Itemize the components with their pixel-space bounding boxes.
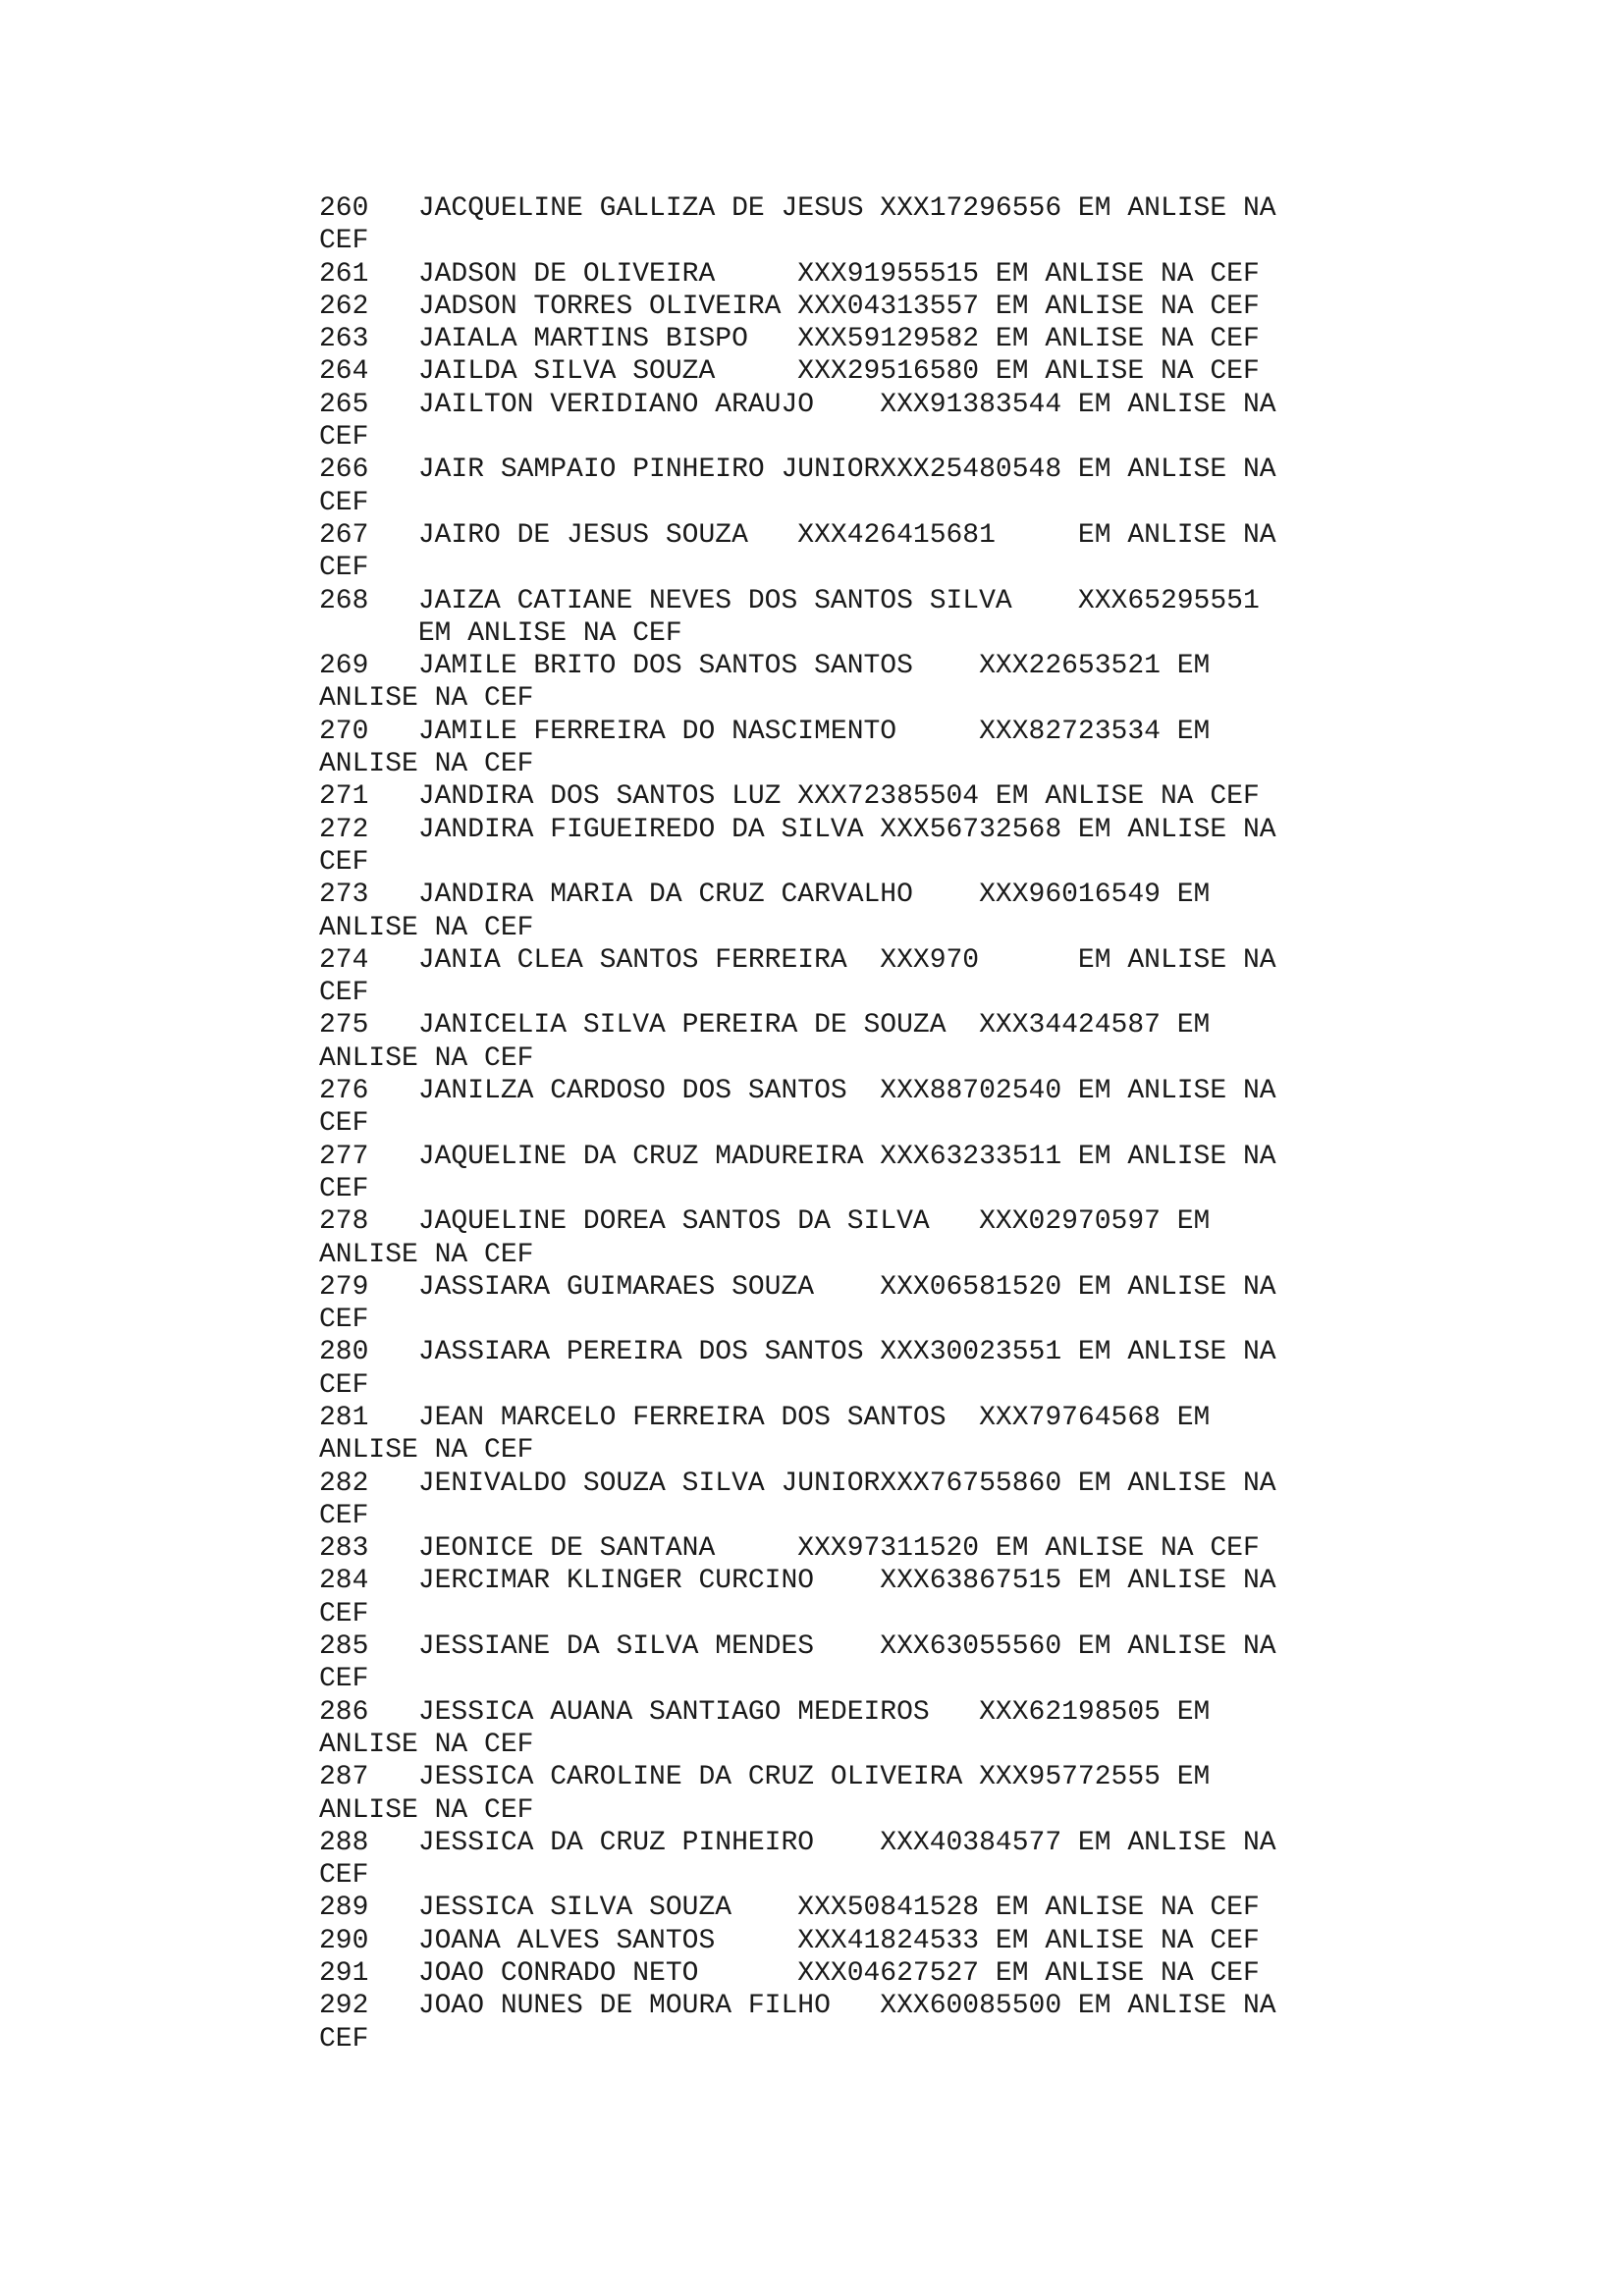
- text-line: 286 JESSICA AUANA SANTIAGO MEDEIROS XXX62198505 EM: [319, 1696, 1211, 1728]
- text-line: 262 JADSON TORRES OLIVEIRA XXX04313557 EM ANLISE NA CEF: [319, 291, 1260, 322]
- text-line: 285 JESSIANE DA SILVA MENDES XXX63055560 EM ANLISE NA: [319, 1631, 1276, 1663]
- text-line: CEF: [319, 487, 369, 518]
- text-line: 283 JEONICE DE SANTANA XXX97311520 EM ANLISE NA CEF: [319, 1533, 1260, 1565]
- text-line: 264 JAILDA SILVA SOUZA XXX29516580 EM ANLISE NA CEF: [319, 356, 1260, 388]
- text-line: CEF: [319, 553, 369, 584]
- text-line: CEF: [319, 2023, 369, 2055]
- text-line: CEF: [319, 1369, 369, 1401]
- text-line: 291 JOAO CONRADO NETO XXX04627527 EM ANLISE NA CEF: [319, 1958, 1260, 1990]
- text-line: 284 JERCIMAR KLINGER CURCINO XXX63867515 EM ANLISE NA: [319, 1566, 1276, 1597]
- text-line: CEF: [319, 846, 369, 878]
- text-line: 268 JAIZA CATIANE NEVES DOS SANTOS SILVA XXX65295551: [319, 585, 1260, 616]
- text-line: 287 JESSICA CAROLINE DA CRUZ OLIVEIRA XXX95772555 EM: [319, 1762, 1211, 1793]
- text-line: CEF: [319, 422, 369, 454]
- text-line: 289 JESSICA SILVA SOUZA XXX50841528 EM ANLISE NA CEF: [319, 1893, 1260, 1924]
- text-line: 260 JACQUELINE GALLIZA DE JESUS XXX17296556 EM ANLISE NA: [319, 193, 1276, 224]
- text-line: 266 JAIR SAMPAIO PINHEIRO JUNIORXXX25480548 EM ANLISE NA: [319, 454, 1276, 486]
- text-line: 278 JAQUELINE DOREA SANTOS DA SILVA XXX02970597 EM: [319, 1206, 1211, 1238]
- text-line: ANLISE NA CEF: [319, 1042, 534, 1074]
- text-line: CEF: [319, 1173, 369, 1204]
- text-line: 265 JAILTON VERIDIANO ARAUJO XXX91383544 EM ANLISE NA: [319, 389, 1276, 420]
- text-line: CEF: [319, 1860, 369, 1892]
- text-line: 272 JANDIRA FIGUEIREDO DA SILVA XXX56732568 EM ANLISE NA: [319, 814, 1276, 845]
- text-line: 263 JAIALA MARTINS BISPO XXX59129582 EM ANLISE NA CEF: [319, 324, 1260, 355]
- text-line: 276 JANILZA CARDOSO DOS SANTOS XXX88702540 EM ANLISE NA: [319, 1076, 1276, 1107]
- text-line: EM ANLISE NA CEF: [319, 617, 682, 649]
- text-line: CEF: [319, 1598, 369, 1629]
- text-line: CEF: [319, 978, 369, 1009]
- text-line: 274 JANIA CLEA SANTOS FERREIRA XXX970 EM ANLISE NA: [319, 944, 1276, 976]
- text-line: 292 JOAO NUNES DE MOURA FILHO XXX60085500 EM ANLISE NA: [319, 1991, 1276, 2022]
- text-line: 270 JAMILE FERREIRA DO NASCIMENTO XXX82723534 EM: [319, 716, 1211, 747]
- text-line: 280 JASSIARA PEREIRA DOS SANTOS XXX30023551 EM ANLISE NA: [319, 1337, 1276, 1368]
- text-line: ANLISE NA CEF: [319, 1729, 534, 1760]
- text-line: CEF: [319, 1108, 369, 1140]
- text-line: 267 JAIRO DE JESUS SOUZA XXX426415681 EM ANLISE NA: [319, 519, 1276, 551]
- text-line: 288 JESSICA DA CRUZ PINHEIRO XXX40384577 EM ANLISE NA: [319, 1827, 1276, 1858]
- text-line: 271 JANDIRA DOS SANTOS LUZ XXX72385504 EM ANLISE NA CEF: [319, 781, 1260, 813]
- text-line: ANLISE NA CEF: [319, 683, 534, 715]
- text-line: 261 JADSON DE OLIVEIRA XXX91955515 EM ANLISE NA CEF: [319, 258, 1260, 290]
- text-line: ANLISE NA CEF: [319, 1794, 534, 1826]
- text-line: 281 JEAN MARCELO FERREIRA DOS SANTOS XXX79764568 EM: [319, 1402, 1211, 1433]
- text-line: 269 JAMILE BRITO DOS SANTOS SANTOS XXX22653521 EM: [319, 651, 1211, 682]
- text-line: 290 JOANA ALVES SANTOS XXX41824533 EM ANLISE NA CEF: [319, 1925, 1260, 1956]
- text-line: CEF: [319, 1305, 369, 1336]
- text-line: CEF: [319, 226, 369, 257]
- text-line: ANLISE NA CEF: [319, 1435, 534, 1467]
- text-line: ANLISE NA CEF: [319, 749, 534, 780]
- text-line: 277 JAQUELINE DA CRUZ MADUREIRA XXX63233511 EM ANLISE NA: [319, 1141, 1276, 1172]
- text-line: ANLISE NA CEF: [319, 912, 534, 943]
- text-line: 279 JASSIARA GUIMARAES SOUZA XXX06581520 EM ANLISE NA: [319, 1271, 1276, 1303]
- document-page: [319, 192, 1340, 2056]
- text-line: CEF: [319, 1664, 369, 1695]
- text-line: ANLISE NA CEF: [319, 1239, 534, 1270]
- text-line: 273 JANDIRA MARIA DA CRUZ CARVALHO XXX96016549 EM: [319, 880, 1211, 911]
- text-line: CEF: [319, 1500, 369, 1531]
- text-line: 275 JANICELIA SILVA PEREIRA DE SOUZA XXX34424587 EM: [319, 1010, 1211, 1041]
- text-line: 282 JENIVALDO SOUZA SILVA JUNIORXXX76755860 EM ANLISE NA: [319, 1468, 1276, 1499]
